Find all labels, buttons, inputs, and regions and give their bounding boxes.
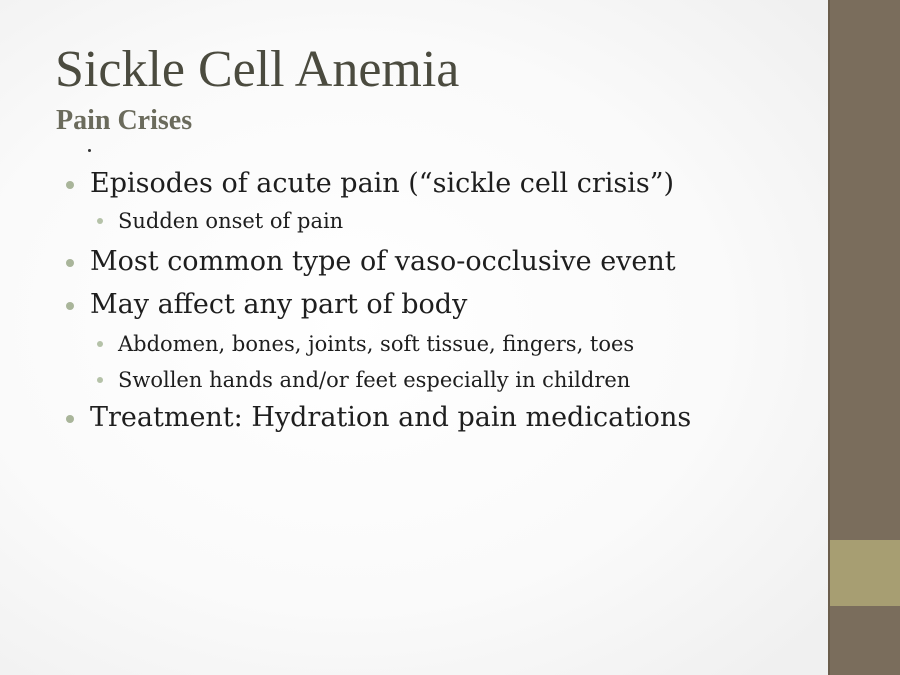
bullet-item bbox=[90, 288, 467, 322]
sidebar-accent-block bbox=[830, 540, 900, 606]
bullet-text: Treatment: Hydration and pain medications bbox=[90, 402, 692, 433]
bullet-dot-icon bbox=[97, 218, 103, 224]
slide-title: Sickle Cell Anemia bbox=[55, 41, 460, 98]
sub-bullet-item bbox=[118, 330, 634, 358]
bullet-text: Episodes of acute pain (“sickle cell crisis”) bbox=[90, 168, 675, 199]
bullet-item bbox=[90, 245, 676, 279]
bullet-text: Sudden onset of pain bbox=[118, 209, 344, 233]
bullet-dot-icon bbox=[66, 259, 74, 267]
bullet-dot-icon bbox=[97, 377, 103, 383]
bullet-text: Swollen hands and/or feet especially in children bbox=[118, 368, 631, 392]
bullet-text: Abdomen, bones, joints, soft tissue, fingers, toes bbox=[118, 332, 635, 356]
bullet-text: May affect any part of body bbox=[90, 289, 468, 320]
bullet-dot-icon bbox=[66, 415, 74, 423]
bullet-item bbox=[90, 167, 674, 201]
sub-bullet-item bbox=[118, 207, 343, 235]
bullet-text: Most common type of vaso-occlusive event bbox=[90, 246, 676, 277]
slide-subtitle: Pain Crises bbox=[56, 105, 193, 136]
sub-bullet-item bbox=[118, 366, 630, 394]
bullet-dot-icon bbox=[97, 341, 103, 347]
bullet-item bbox=[90, 401, 691, 435]
bullet-dot-icon bbox=[66, 181, 74, 189]
bullet-dot-icon bbox=[66, 302, 74, 310]
